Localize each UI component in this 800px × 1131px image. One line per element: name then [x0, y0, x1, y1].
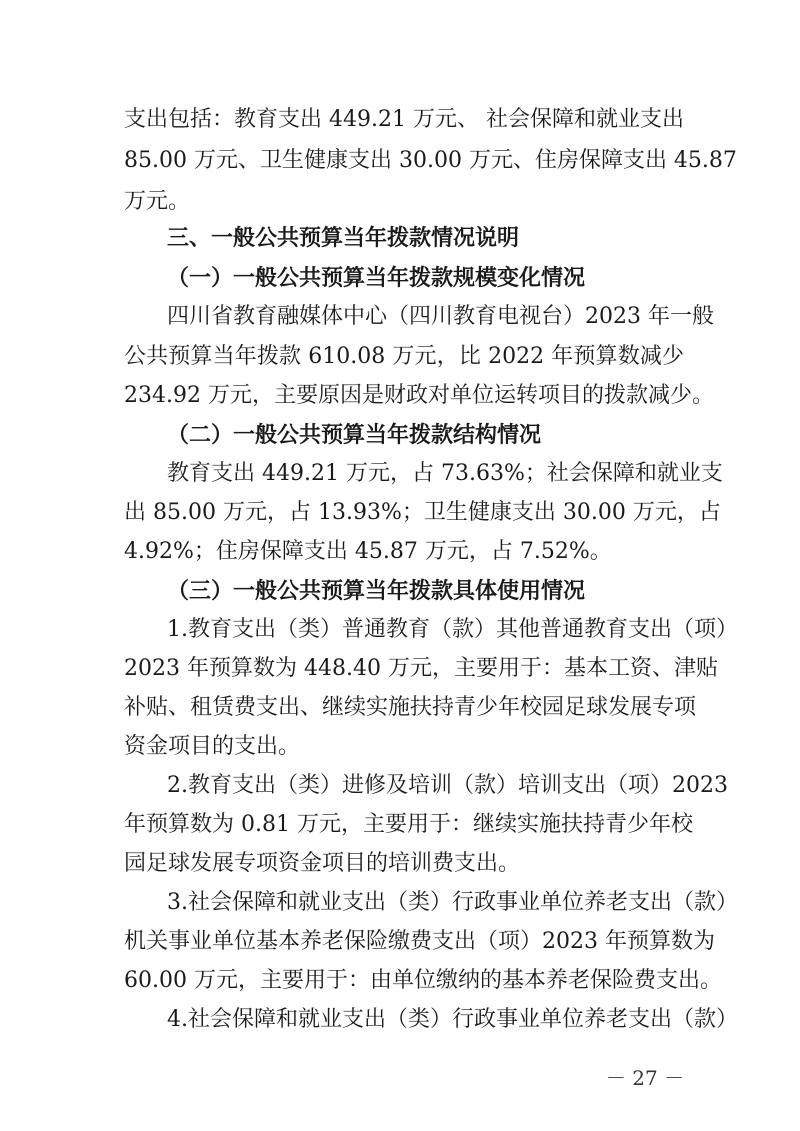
body-line: 60.00 万元，主要用于：由单位缴纳的基本养老保险费支出。 [124, 968, 722, 993]
body-line: 234.92 万元，主要原因是财政对单位运转项目的拨款减少。 [124, 383, 714, 408]
body-line: 2023 年预算数为 448.40 万元，主要用于：基本工资、津贴 [124, 656, 718, 681]
body-line: 四川省教育融媒体中心（四川教育电视台）2023 年一般 [167, 304, 714, 329]
body-line: 2.教育支出（类）进修及培训（款）培训支出（项）2023 [167, 773, 728, 798]
page-number: － 27 － [605, 1066, 685, 1090]
body-line: 4.社会保障和就业支出（类）行政事业单位养老支出（款） [167, 1007, 738, 1032]
subsection-heading: （三）一般公共预算当年拨款具体使用情况 [167, 578, 586, 604]
subsection-heading: （二）一般公共预算当年拨款结构情况 [167, 422, 542, 448]
body-line: 支出包括：教育支出 449.21 万元、 社会保障和就业支出 [124, 107, 684, 132]
subsection-heading: （一）一般公共预算当年拨款规模变化情况 [167, 265, 586, 291]
body-line: 公共预算当年拨款 610.08 万元，比 2022 年预算数减少 [124, 344, 684, 369]
section-heading: 三、一般公共预算当年拨款情况说明 [167, 226, 520, 251]
body-line: 年预算数为 0.81 万元，主要用于：继续实施扶持青少年校 [124, 812, 693, 837]
body-line: 4.92%；住房保障支出 45.87 万元，占 7.52%。 [124, 539, 612, 564]
body-line: 补贴、租赁费支出、继续实施扶持青少年校园足球发展专项 [124, 695, 697, 720]
body-line: 机关事业单位基本养老保险缴费支出（项）2023 年预算数为 [124, 929, 715, 954]
body-line: 园足球发展专项资金项目的培训费支出。 [124, 851, 521, 876]
body-line: 85.00 万元、卫生健康支出 30.00 万元、住房保障支出 45.87 [124, 148, 737, 173]
body-line: 1.教育支出（类）普通教育（款）其他普通教育支出（项） [167, 617, 738, 642]
body-line: 3.社会保障和就业支出（类）行政事业单位养老支出（款） [167, 890, 738, 915]
body-line: 资金项目的支出。 [124, 734, 301, 759]
body-line: 出 85.00 万元，占 13.93%；卫生健康支出 30.00 万元，占 [124, 500, 721, 525]
body-line: 万元。 [124, 189, 191, 214]
body-line: 教育支出 449.21 万元，占 73.63%；社会保障和就业支 [167, 461, 723, 486]
